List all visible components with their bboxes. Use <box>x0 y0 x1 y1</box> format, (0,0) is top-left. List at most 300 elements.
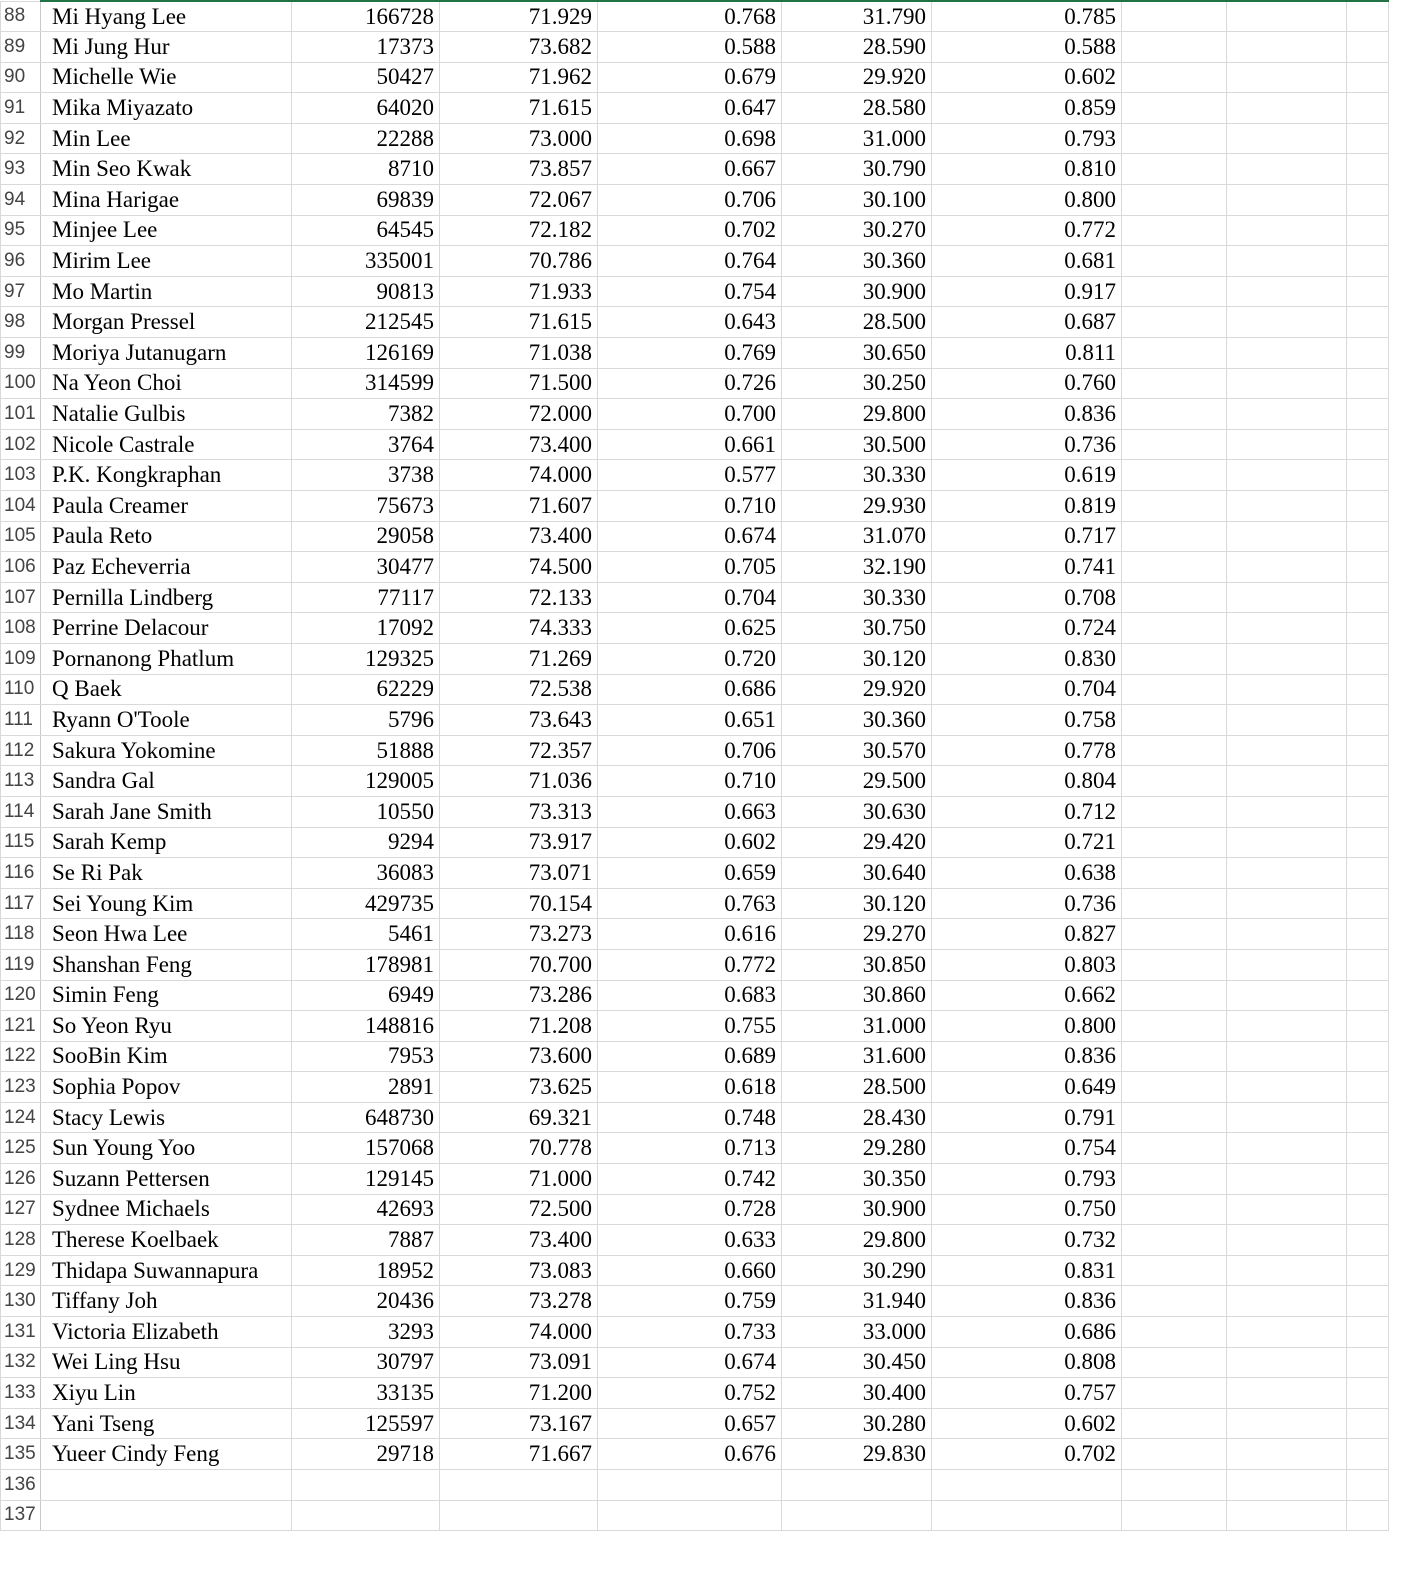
cell-c[interactable]: 2891 <box>292 1072 440 1103</box>
cell-name[interactable]: Moriya Jutanugarn <box>41 338 292 369</box>
cell-c[interactable]: 5461 <box>292 919 440 950</box>
cell-e[interactable]: 0.733 <box>598 1317 782 1348</box>
cell-g[interactable]: 0.754 <box>932 1133 1122 1164</box>
cell-f[interactable]: 31.000 <box>782 1011 932 1042</box>
row-header[interactable]: 99 <box>1 338 41 369</box>
cell-g[interactable]: 0.778 <box>932 735 1122 766</box>
cell-h[interactable] <box>1122 827 1227 858</box>
row-header[interactable]: 121 <box>1 1011 41 1042</box>
cell-g[interactable]: 0.712 <box>932 796 1122 827</box>
cell-i[interactable] <box>1227 552 1347 583</box>
row-header[interactable]: 97 <box>1 276 41 307</box>
cell-h[interactable] <box>1122 796 1227 827</box>
cell-c[interactable]: 50427 <box>292 62 440 93</box>
cell-g[interactable]: 0.793 <box>932 1164 1122 1195</box>
cell-j[interactable] <box>1347 1041 1389 1072</box>
row-header[interactable]: 101 <box>1 399 41 430</box>
cell-g[interactable]: 0.721 <box>932 827 1122 858</box>
cell-d[interactable]: 71.615 <box>440 307 598 338</box>
cell-j[interactable] <box>1347 1378 1389 1409</box>
cell-name[interactable] <box>41 1500 292 1531</box>
cell-c[interactable]: 3293 <box>292 1317 440 1348</box>
cell-g[interactable]: 0.649 <box>932 1072 1122 1103</box>
cell-g[interactable]: 0.588 <box>932 32 1122 63</box>
cell-i[interactable] <box>1227 1500 1347 1531</box>
cell-f[interactable]: 33.000 <box>782 1317 932 1348</box>
cell-i[interactable] <box>1227 154 1347 185</box>
cell-e[interactable]: 0.706 <box>598 185 782 216</box>
cell-i[interactable] <box>1227 1286 1347 1317</box>
cell-f[interactable]: 29.270 <box>782 919 932 950</box>
cell-f[interactable]: 28.590 <box>782 32 932 63</box>
cell-d[interactable]: 72.133 <box>440 582 598 613</box>
cell-c[interactable]: 22288 <box>292 123 440 154</box>
cell-name[interactable]: So Yeon Ryu <box>41 1011 292 1042</box>
cell-i[interactable] <box>1227 246 1347 277</box>
cell-f[interactable]: 30.900 <box>782 1194 932 1225</box>
cell-f[interactable]: 30.900 <box>782 276 932 307</box>
cell-e[interactable]: 0.720 <box>598 643 782 674</box>
cell-f[interactable]: 30.360 <box>782 246 932 277</box>
cell-i[interactable] <box>1227 735 1347 766</box>
cell-e[interactable]: 0.728 <box>598 1194 782 1225</box>
cell-j[interactable] <box>1347 521 1389 552</box>
row-header[interactable]: 137 <box>1 1500 41 1531</box>
cell-c[interactable]: 7887 <box>292 1225 440 1256</box>
cell-d[interactable]: 72.538 <box>440 674 598 705</box>
cell-d[interactable]: 70.786 <box>440 246 598 277</box>
row-header[interactable]: 133 <box>1 1378 41 1409</box>
cell-g[interactable]: 0.819 <box>932 491 1122 522</box>
cell-f[interactable]: 30.120 <box>782 643 932 674</box>
cell-c[interactable]: 29058 <box>292 521 440 552</box>
cell-h[interactable] <box>1122 1317 1227 1348</box>
cell-h[interactable] <box>1122 460 1227 491</box>
cell-f[interactable]: 30.790 <box>782 154 932 185</box>
cell-j[interactable] <box>1347 1286 1389 1317</box>
cell-j[interactable] <box>1347 1102 1389 1133</box>
cell-i[interactable] <box>1227 919 1347 950</box>
cell-c[interactable]: 69839 <box>292 185 440 216</box>
cell-c[interactable]: 314599 <box>292 368 440 399</box>
cell-g[interactable]: 0.736 <box>932 429 1122 460</box>
cell-f[interactable]: 30.330 <box>782 582 932 613</box>
cell-i[interactable] <box>1227 521 1347 552</box>
cell-name[interactable]: Yani Tseng <box>41 1408 292 1439</box>
cell-j[interactable] <box>1347 185 1389 216</box>
cell-name[interactable]: Pornanong Phatlum <box>41 643 292 674</box>
cell-e[interactable]: 0.676 <box>598 1439 782 1470</box>
cell-g[interactable]: 0.602 <box>932 1408 1122 1439</box>
cell-e[interactable]: 0.577 <box>598 460 782 491</box>
cell-i[interactable] <box>1227 276 1347 307</box>
cell-j[interactable] <box>1347 1317 1389 1348</box>
cell-e[interactable]: 0.674 <box>598 1347 782 1378</box>
cell-f[interactable]: 31.000 <box>782 123 932 154</box>
cell-j[interactable] <box>1347 1011 1389 1042</box>
cell-c[interactable]: 64020 <box>292 93 440 124</box>
cell-name[interactable]: Natalie Gulbis <box>41 399 292 430</box>
cell-j[interactable] <box>1347 643 1389 674</box>
cell-i[interactable] <box>1227 1378 1347 1409</box>
cell-d[interactable]: 73.278 <box>440 1286 598 1317</box>
cell-c[interactable]: 148816 <box>292 1011 440 1042</box>
cell-d[interactable]: 71.208 <box>440 1011 598 1042</box>
cell-i[interactable] <box>1227 949 1347 980</box>
row-header[interactable]: 126 <box>1 1164 41 1195</box>
cell-h[interactable] <box>1122 93 1227 124</box>
row-header[interactable]: 124 <box>1 1102 41 1133</box>
row-header[interactable]: 125 <box>1 1133 41 1164</box>
cell-c[interactable]: 10550 <box>292 796 440 827</box>
cell-c[interactable]: 9294 <box>292 827 440 858</box>
cell-g[interactable] <box>932 1470 1122 1501</box>
cell-e[interactable]: 0.647 <box>598 93 782 124</box>
cell-g[interactable]: 0.827 <box>932 919 1122 950</box>
row-header[interactable]: 135 <box>1 1439 41 1470</box>
cell-d[interactable]: 71.607 <box>440 491 598 522</box>
cell-d[interactable]: 73.286 <box>440 980 598 1011</box>
cell-j[interactable] <box>1347 368 1389 399</box>
cell-g[interactable]: 0.602 <box>932 62 1122 93</box>
cell-g[interactable]: 0.831 <box>932 1255 1122 1286</box>
cell-name[interactable]: Se Ri Pak <box>41 858 292 889</box>
cell-f[interactable]: 31.940 <box>782 1286 932 1317</box>
cell-j[interactable] <box>1347 888 1389 919</box>
row-header[interactable]: 93 <box>1 154 41 185</box>
cell-c[interactable]: 29718 <box>292 1439 440 1470</box>
cell-g[interactable]: 0.811 <box>932 338 1122 369</box>
cell-h[interactable] <box>1122 185 1227 216</box>
cell-c[interactable]: 125597 <box>292 1408 440 1439</box>
row-header[interactable]: 115 <box>1 827 41 858</box>
cell-d[interactable]: 71.036 <box>440 766 598 797</box>
cell-j[interactable] <box>1347 1255 1389 1286</box>
cell-name[interactable]: Sarah Kemp <box>41 827 292 858</box>
cell-g[interactable]: 0.760 <box>932 368 1122 399</box>
cell-j[interactable] <box>1347 980 1389 1011</box>
cell-j[interactable] <box>1347 1164 1389 1195</box>
cell-f[interactable]: 31.070 <box>782 521 932 552</box>
cell-name[interactable]: Michelle Wie <box>41 62 292 93</box>
cell-h[interactable] <box>1122 1225 1227 1256</box>
cell-d[interactable]: 73.273 <box>440 919 598 950</box>
row-header[interactable]: 113 <box>1 766 41 797</box>
row-header[interactable]: 136 <box>1 1470 41 1501</box>
cell-c[interactable]: 429735 <box>292 888 440 919</box>
row-header[interactable]: 108 <box>1 613 41 644</box>
row-header[interactable]: 128 <box>1 1225 41 1256</box>
row-header[interactable]: 131 <box>1 1317 41 1348</box>
cell-g[interactable]: 0.619 <box>932 460 1122 491</box>
cell-e[interactable]: 0.657 <box>598 1408 782 1439</box>
cell-h[interactable] <box>1122 1347 1227 1378</box>
row-header[interactable]: 127 <box>1 1194 41 1225</box>
cell-h[interactable] <box>1122 246 1227 277</box>
cell-h[interactable] <box>1122 1194 1227 1225</box>
cell-h[interactable] <box>1122 613 1227 644</box>
cell-j[interactable] <box>1347 1408 1389 1439</box>
cell-j[interactable] <box>1347 705 1389 736</box>
cell-c[interactable]: 166728 <box>292 1 440 32</box>
cell-f[interactable]: 30.270 <box>782 215 932 246</box>
cell-f[interactable]: 30.570 <box>782 735 932 766</box>
cell-h[interactable] <box>1122 32 1227 63</box>
cell-j[interactable] <box>1347 1439 1389 1470</box>
cell-i[interactable] <box>1227 1 1347 32</box>
cell-d[interactable]: 69.321 <box>440 1102 598 1133</box>
cell-d[interactable]: 73.600 <box>440 1041 598 1072</box>
cell-d[interactable]: 73.857 <box>440 154 598 185</box>
cell-f[interactable]: 29.500 <box>782 766 932 797</box>
cell-e[interactable]: 0.618 <box>598 1072 782 1103</box>
cell-f[interactable]: 29.800 <box>782 1225 932 1256</box>
cell-f[interactable]: 32.190 <box>782 552 932 583</box>
cell-f[interactable]: 30.120 <box>782 888 932 919</box>
cell-g[interactable]: 0.810 <box>932 154 1122 185</box>
cell-f[interactable]: 29.920 <box>782 62 932 93</box>
row-header[interactable]: 134 <box>1 1408 41 1439</box>
cell-j[interactable] <box>1347 552 1389 583</box>
cell-h[interactable] <box>1122 674 1227 705</box>
cell-d[interactable]: 73.000 <box>440 123 598 154</box>
cell-h[interactable] <box>1122 705 1227 736</box>
row-header[interactable]: 100 <box>1 368 41 399</box>
row-header[interactable]: 132 <box>1 1347 41 1378</box>
cell-h[interactable] <box>1122 1011 1227 1042</box>
cell-i[interactable] <box>1227 766 1347 797</box>
cell-g[interactable]: 0.702 <box>932 1439 1122 1470</box>
cell-e[interactable]: 0.616 <box>598 919 782 950</box>
cell-e[interactable]: 0.702 <box>598 215 782 246</box>
cell-c[interactable]: 335001 <box>292 246 440 277</box>
row-header[interactable]: 114 <box>1 796 41 827</box>
cell-e[interactable]: 0.763 <box>598 888 782 919</box>
row-header[interactable]: 118 <box>1 919 41 950</box>
cell-h[interactable] <box>1122 1255 1227 1286</box>
cell-i[interactable] <box>1227 643 1347 674</box>
cell-f[interactable]: 29.800 <box>782 399 932 430</box>
cell-g[interactable]: 0.800 <box>932 1011 1122 1042</box>
cell-c[interactable]: 5796 <box>292 705 440 736</box>
cell-e[interactable]: 0.754 <box>598 276 782 307</box>
cell-h[interactable] <box>1122 429 1227 460</box>
cell-name[interactable]: Sun Young Yoo <box>41 1133 292 1164</box>
cell-name[interactable]: Mirim Lee <box>41 246 292 277</box>
cell-d[interactable]: 73.167 <box>440 1408 598 1439</box>
cell-c[interactable]: 129325 <box>292 643 440 674</box>
cell-name[interactable]: Paula Creamer <box>41 491 292 522</box>
cell-h[interactable] <box>1122 949 1227 980</box>
cell-h[interactable] <box>1122 1102 1227 1133</box>
cell-c[interactable]: 30797 <box>292 1347 440 1378</box>
cell-d[interactable]: 73.313 <box>440 796 598 827</box>
cell-d[interactable]: 70.700 <box>440 949 598 980</box>
cell-f[interactable]: 30.850 <box>782 949 932 980</box>
cell-c[interactable]: 62229 <box>292 674 440 705</box>
cell-h[interactable] <box>1122 1164 1227 1195</box>
cell-f[interactable]: 30.630 <box>782 796 932 827</box>
cell-name[interactable]: Mina Harigae <box>41 185 292 216</box>
cell-h[interactable] <box>1122 399 1227 430</box>
row-header[interactable]: 102 <box>1 429 41 460</box>
cell-g[interactable]: 0.808 <box>932 1347 1122 1378</box>
cell-name[interactable]: Perrine Delacour <box>41 613 292 644</box>
cell-j[interactable] <box>1347 613 1389 644</box>
cell-c[interactable]: 64545 <box>292 215 440 246</box>
cell-e[interactable]: 0.742 <box>598 1164 782 1195</box>
cell-f[interactable]: 29.420 <box>782 827 932 858</box>
row-header[interactable]: 110 <box>1 674 41 705</box>
cell-i[interactable] <box>1227 338 1347 369</box>
cell-i[interactable] <box>1227 980 1347 1011</box>
cell-f[interactable]: 28.580 <box>782 93 932 124</box>
cell-f[interactable]: 30.650 <box>782 338 932 369</box>
cell-name[interactable]: Pernilla Lindberg <box>41 582 292 613</box>
cell-d[interactable]: 71.933 <box>440 276 598 307</box>
cell-e[interactable]: 0.752 <box>598 1378 782 1409</box>
cell-c[interactable]: 178981 <box>292 949 440 980</box>
cell-name[interactable]: Thidapa Suwannapura <box>41 1255 292 1286</box>
row-header[interactable]: 120 <box>1 980 41 1011</box>
cell-c[interactable]: 3764 <box>292 429 440 460</box>
cell-j[interactable] <box>1347 123 1389 154</box>
cell-e[interactable]: 0.674 <box>598 521 782 552</box>
cell-e[interactable]: 0.661 <box>598 429 782 460</box>
cell-d[interactable]: 71.929 <box>440 1 598 32</box>
cell-d[interactable]: 72.182 <box>440 215 598 246</box>
row-header[interactable]: 91 <box>1 93 41 124</box>
row-header[interactable]: 117 <box>1 888 41 919</box>
cell-i[interactable] <box>1227 1041 1347 1072</box>
cell-e[interactable]: 0.726 <box>598 368 782 399</box>
row-header[interactable]: 116 <box>1 858 41 889</box>
cell-c[interactable] <box>292 1500 440 1531</box>
cell-name[interactable]: Seon Hwa Lee <box>41 919 292 950</box>
cell-g[interactable]: 0.785 <box>932 1 1122 32</box>
cell-d[interactable]: 74.000 <box>440 460 598 491</box>
cell-name[interactable]: Shanshan Feng <box>41 949 292 980</box>
cell-j[interactable] <box>1347 307 1389 338</box>
row-header[interactable]: 92 <box>1 123 41 154</box>
cell-c[interactable]: 33135 <box>292 1378 440 1409</box>
cell-name[interactable]: SooBin Kim <box>41 1041 292 1072</box>
cell-g[interactable]: 0.830 <box>932 643 1122 674</box>
cell-g[interactable]: 0.803 <box>932 949 1122 980</box>
cell-j[interactable] <box>1347 1133 1389 1164</box>
cell-e[interactable]: 0.759 <box>598 1286 782 1317</box>
row-header[interactable]: 98 <box>1 307 41 338</box>
cell-name[interactable]: P.K. Kongkraphan <box>41 460 292 491</box>
cell-f[interactable]: 31.600 <box>782 1041 932 1072</box>
cell-name[interactable]: Sydnee Michaels <box>41 1194 292 1225</box>
cell-i[interactable] <box>1227 32 1347 63</box>
cell-e[interactable]: 0.643 <box>598 307 782 338</box>
cell-f[interactable]: 30.500 <box>782 429 932 460</box>
cell-d[interactable]: 72.000 <box>440 399 598 430</box>
cell-g[interactable]: 0.687 <box>932 307 1122 338</box>
cell-f[interactable] <box>782 1500 932 1531</box>
cell-h[interactable] <box>1122 215 1227 246</box>
cell-e[interactable]: 0.705 <box>598 552 782 583</box>
cell-c[interactable]: 18952 <box>292 1255 440 1286</box>
cell-name[interactable] <box>41 1470 292 1501</box>
cell-h[interactable] <box>1122 735 1227 766</box>
cell-c[interactable]: 77117 <box>292 582 440 613</box>
cell-e[interactable]: 0.764 <box>598 246 782 277</box>
cell-g[interactable]: 0.758 <box>932 705 1122 736</box>
row-header[interactable]: 105 <box>1 521 41 552</box>
cell-e[interactable]: 0.748 <box>598 1102 782 1133</box>
cell-f[interactable]: 30.750 <box>782 613 932 644</box>
cell-j[interactable] <box>1347 460 1389 491</box>
cell-j[interactable] <box>1347 949 1389 980</box>
cell-h[interactable] <box>1122 552 1227 583</box>
cell-name[interactable]: Mika Miyazato <box>41 93 292 124</box>
cell-name[interactable]: Yueer Cindy Feng <box>41 1439 292 1470</box>
cell-d[interactable] <box>440 1500 598 1531</box>
cell-d[interactable]: 71.200 <box>440 1378 598 1409</box>
cell-g[interactable]: 0.736 <box>932 888 1122 919</box>
cell-h[interactable] <box>1122 1500 1227 1531</box>
cell-e[interactable]: 0.659 <box>598 858 782 889</box>
cell-h[interactable] <box>1122 888 1227 919</box>
cell-c[interactable]: 17373 <box>292 32 440 63</box>
cell-g[interactable]: 0.724 <box>932 613 1122 644</box>
cell-e[interactable]: 0.683 <box>598 980 782 1011</box>
cell-j[interactable] <box>1347 399 1389 430</box>
cell-c[interactable]: 212545 <box>292 307 440 338</box>
cell-d[interactable]: 73.643 <box>440 705 598 736</box>
cell-name[interactable]: Sandra Gal <box>41 766 292 797</box>
cell-i[interactable] <box>1227 185 1347 216</box>
row-header[interactable]: 123 <box>1 1072 41 1103</box>
cell-h[interactable] <box>1122 1470 1227 1501</box>
cell-f[interactable]: 28.500 <box>782 307 932 338</box>
cell-e[interactable]: 0.588 <box>598 32 782 63</box>
cell-g[interactable]: 0.681 <box>932 246 1122 277</box>
cell-d[interactable]: 73.400 <box>440 1225 598 1256</box>
cell-name[interactable]: Na Yeon Choi <box>41 368 292 399</box>
cell-g[interactable]: 0.836 <box>932 1286 1122 1317</box>
cell-c[interactable]: 3738 <box>292 460 440 491</box>
cell-h[interactable] <box>1122 1286 1227 1317</box>
cell-j[interactable] <box>1347 766 1389 797</box>
cell-i[interactable] <box>1227 1347 1347 1378</box>
cell-f[interactable]: 30.360 <box>782 705 932 736</box>
cell-name[interactable]: Nicole Castrale <box>41 429 292 460</box>
cell-h[interactable] <box>1122 154 1227 185</box>
cell-c[interactable]: 42693 <box>292 1194 440 1225</box>
cell-h[interactable] <box>1122 1 1227 32</box>
cell-e[interactable]: 0.772 <box>598 949 782 980</box>
cell-h[interactable] <box>1122 766 1227 797</box>
cell-f[interactable] <box>782 1470 932 1501</box>
cell-f[interactable]: 30.280 <box>782 1408 932 1439</box>
row-header[interactable]: 90 <box>1 62 41 93</box>
cell-g[interactable]: 0.757 <box>932 1378 1122 1409</box>
cell-f[interactable]: 28.500 <box>782 1072 932 1103</box>
cell-h[interactable] <box>1122 1072 1227 1103</box>
cell-f[interactable]: 30.860 <box>782 980 932 1011</box>
cell-j[interactable] <box>1347 276 1389 307</box>
cell-i[interactable] <box>1227 1225 1347 1256</box>
cell-i[interactable] <box>1227 1408 1347 1439</box>
cell-i[interactable] <box>1227 1011 1347 1042</box>
row-header[interactable]: 104 <box>1 491 41 522</box>
cell-j[interactable] <box>1347 1194 1389 1225</box>
cell-name[interactable]: Sakura Yokomine <box>41 735 292 766</box>
